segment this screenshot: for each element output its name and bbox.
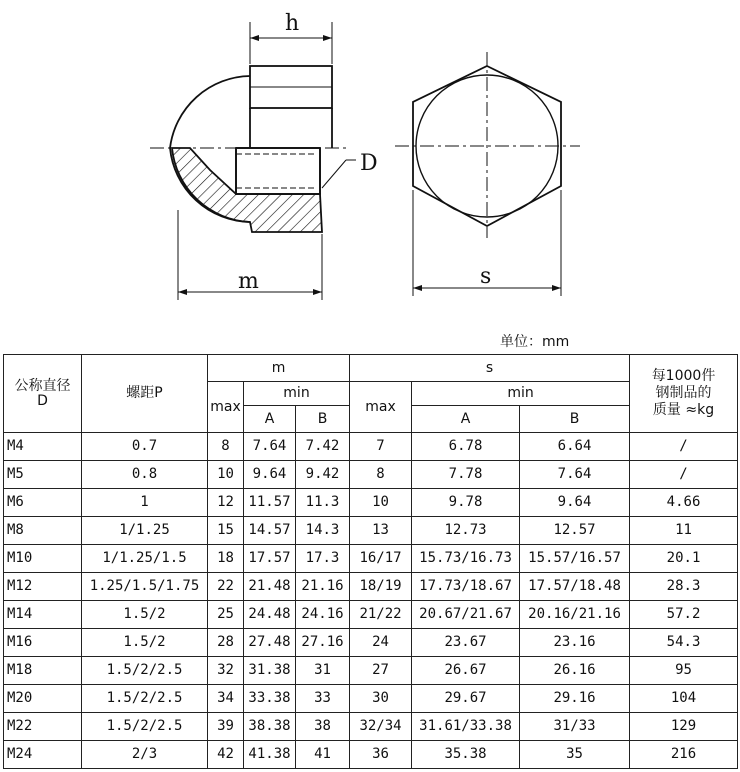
- table-row: [4, 601, 738, 629]
- table-row: [4, 657, 738, 685]
- cell-size: M5: [4, 461, 82, 489]
- table-row: [4, 461, 738, 489]
- header-weight-line2: 钢制品的: [655, 385, 712, 401]
- header-nominal: [4, 355, 82, 433]
- header-s-a: A: [412, 406, 520, 433]
- cell-weight: 216: [630, 741, 738, 769]
- top-view: [395, 52, 580, 296]
- label-s: s: [480, 264, 492, 289]
- cell-s-min-b: 15.57/16.57: [520, 545, 630, 573]
- cell-m-max: 12: [208, 489, 244, 517]
- cell-size: M16: [4, 629, 82, 657]
- header-pitch: 螺距P: [82, 355, 208, 433]
- cell-m-max: 28: [208, 629, 244, 657]
- cell-s-max: 21/22: [350, 601, 412, 629]
- cell-pitch: 0.8: [82, 461, 208, 489]
- cell-size: M18: [4, 657, 82, 685]
- table-row: [4, 517, 738, 545]
- cell-m-min-b: 9.42: [296, 461, 350, 489]
- header-nominal-d: D: [37, 392, 48, 409]
- cell-s-min-a: 9.78: [412, 489, 520, 517]
- cell-m-min-b: 33: [296, 685, 350, 713]
- cell-s-min-b: 9.64: [520, 489, 630, 517]
- cell-m-max: 32: [208, 657, 244, 685]
- cell-pitch: 1/1.25/1.5: [82, 545, 208, 573]
- cell-m-min-b: 11.3: [296, 489, 350, 517]
- cell-s-max: 24: [350, 629, 412, 657]
- cell-m-min-b: 24.16: [296, 601, 350, 629]
- header-m-min: min: [244, 382, 350, 406]
- cell-m-max: 10: [208, 461, 244, 489]
- cell-weight: 129: [630, 713, 738, 741]
- cell-pitch: 0.7: [82, 433, 208, 461]
- cell-m-max: 34: [208, 685, 244, 713]
- label-m: m: [238, 269, 259, 294]
- table-row: [4, 713, 738, 741]
- cell-weight: 57.2: [630, 601, 738, 629]
- header-m: m: [208, 355, 350, 382]
- cell-m-max: 22: [208, 573, 244, 601]
- cell-m-max: 25: [208, 601, 244, 629]
- cell-pitch: 1.5/2: [82, 629, 208, 657]
- cell-s-min-a: 17.73/18.67: [412, 573, 520, 601]
- cell-m-min-a: 9.64: [244, 461, 296, 489]
- cell-m-min-a: 17.57: [244, 545, 296, 573]
- cell-s-max: 8: [350, 461, 412, 489]
- cell-weight: 4.66: [630, 489, 738, 517]
- cap-nut-spec-table: [3, 354, 738, 769]
- cell-m-min-a: 38.38: [244, 713, 296, 741]
- cell-s-max: 16/17: [350, 545, 412, 573]
- cell-s-max: 7: [350, 433, 412, 461]
- cell-m-min-a: 31.38: [244, 657, 296, 685]
- cell-s-max: 27: [350, 657, 412, 685]
- header-s-b: B: [520, 406, 630, 433]
- cell-s-min-a: 6.78: [412, 433, 520, 461]
- cell-weight: 54.3: [630, 629, 738, 657]
- cell-size: M22: [4, 713, 82, 741]
- cell-s-min-b: 6.64: [520, 433, 630, 461]
- table-row: [4, 741, 738, 769]
- table-row: [4, 629, 738, 657]
- cell-s-min-b: 7.64: [520, 461, 630, 489]
- header-nominal-label: 公称直径: [14, 377, 71, 394]
- cell-s-max: 10: [350, 489, 412, 517]
- table-body: [4, 433, 738, 769]
- cell-s-max: 32/34: [350, 713, 412, 741]
- cell-size: M4: [4, 433, 82, 461]
- cell-m-min-b: 31: [296, 657, 350, 685]
- side-view: [150, 22, 356, 300]
- cell-weight: /: [630, 461, 738, 489]
- cell-m-max: 15: [208, 517, 244, 545]
- cell-s-min-b: 29.16: [520, 685, 630, 713]
- cell-s-min-b: 35: [520, 741, 630, 769]
- header-s-max: max: [350, 382, 412, 433]
- cell-m-min-b: 17.3: [296, 545, 350, 573]
- table-row: [4, 685, 738, 713]
- table-header: [4, 355, 738, 433]
- cell-weight: 28.3: [630, 573, 738, 601]
- header-weight-line1: 每1000件: [651, 368, 716, 384]
- cell-pitch: 1.5/2/2.5: [82, 657, 208, 685]
- table-row: [4, 573, 738, 601]
- cell-m-min-b: 41: [296, 741, 350, 769]
- cell-s-max: 30: [350, 685, 412, 713]
- table-row: [4, 433, 738, 461]
- cell-s-min-a: 29.67: [412, 685, 520, 713]
- cell-size: M10: [4, 545, 82, 573]
- cell-m-max: 18: [208, 545, 244, 573]
- cell-s-max: 13: [350, 517, 412, 545]
- unit-note: 单位：mm: [500, 334, 570, 350]
- cell-s-min-b: 17.57/18.48: [520, 573, 630, 601]
- cell-weight: 104: [630, 685, 738, 713]
- cell-m-min-a: 27.48: [244, 629, 296, 657]
- cell-weight: 11: [630, 517, 738, 545]
- table-row: [4, 489, 738, 517]
- cell-size: M12: [4, 573, 82, 601]
- cell-weight: 95: [630, 657, 738, 685]
- cell-pitch: 1/1.25: [82, 517, 208, 545]
- cell-m-min-a: 11.57: [244, 489, 296, 517]
- cell-m-min-b: 7.42: [296, 433, 350, 461]
- cell-m-max: 8: [208, 433, 244, 461]
- cap-nut-drawing: [0, 0, 740, 330]
- cell-m-min-a: 41.38: [244, 741, 296, 769]
- cell-size: M6: [4, 489, 82, 517]
- cell-pitch: 2/3: [82, 741, 208, 769]
- header-s-min: min: [412, 382, 630, 406]
- header-m-a: A: [244, 406, 296, 433]
- cell-size: M24: [4, 741, 82, 769]
- cell-m-min-b: 14.3: [296, 517, 350, 545]
- cell-m-min-a: 24.48: [244, 601, 296, 629]
- cell-s-min-a: 12.73: [412, 517, 520, 545]
- cell-m-min-b: 27.16: [296, 629, 350, 657]
- cell-s-min-a: 35.38: [412, 741, 520, 769]
- cell-s-min-a: 31.61/33.38: [412, 713, 520, 741]
- cell-m-min-a: 21.48: [244, 573, 296, 601]
- cell-size: M14: [4, 601, 82, 629]
- header-m-max: max: [208, 382, 244, 433]
- label-h: h: [285, 11, 300, 36]
- cell-s-max: 18/19: [350, 573, 412, 601]
- cell-pitch: 1.25/1.5/1.75: [82, 573, 208, 601]
- cell-s-min-a: 26.67: [412, 657, 520, 685]
- header-weight-line3: 质量 ≈kg: [652, 402, 715, 418]
- cell-weight: 20.1: [630, 545, 738, 573]
- cell-m-min-b: 38: [296, 713, 350, 741]
- cell-pitch: 1.5/2/2.5: [82, 713, 208, 741]
- header-m-b: B: [296, 406, 350, 433]
- cell-s-min-a: 7.78: [412, 461, 520, 489]
- cell-pitch: 1: [82, 489, 208, 517]
- cell-pitch: 1.5/2/2.5: [82, 685, 208, 713]
- cell-s-min-b: 23.16: [520, 629, 630, 657]
- cell-s-min-b: 12.57: [520, 517, 630, 545]
- cell-size: M8: [4, 517, 82, 545]
- cell-m-min-b: 21.16: [296, 573, 350, 601]
- cell-s-min-b: 26.16: [520, 657, 630, 685]
- cell-s-min-b: 20.16/21.16: [520, 601, 630, 629]
- cell-m-min-a: 7.64: [244, 433, 296, 461]
- cell-s-min-a: 20.67/21.67: [412, 601, 520, 629]
- cell-s-min-b: 31/33: [520, 713, 630, 741]
- header-weight: [630, 355, 738, 433]
- cell-pitch: 1.5/2: [82, 601, 208, 629]
- header-s: s: [350, 355, 630, 382]
- cell-m-max: 39: [208, 713, 244, 741]
- cell-s-min-a: 23.67: [412, 629, 520, 657]
- table-row: [4, 545, 738, 573]
- cell-s-max: 36: [350, 741, 412, 769]
- cell-m-min-a: 14.57: [244, 517, 296, 545]
- cell-weight: /: [630, 433, 738, 461]
- cell-m-min-a: 33.38: [244, 685, 296, 713]
- label-d: D: [360, 151, 378, 176]
- cell-size: M20: [4, 685, 82, 713]
- cell-m-max: 42: [208, 741, 244, 769]
- cell-s-min-a: 15.73/16.73: [412, 545, 520, 573]
